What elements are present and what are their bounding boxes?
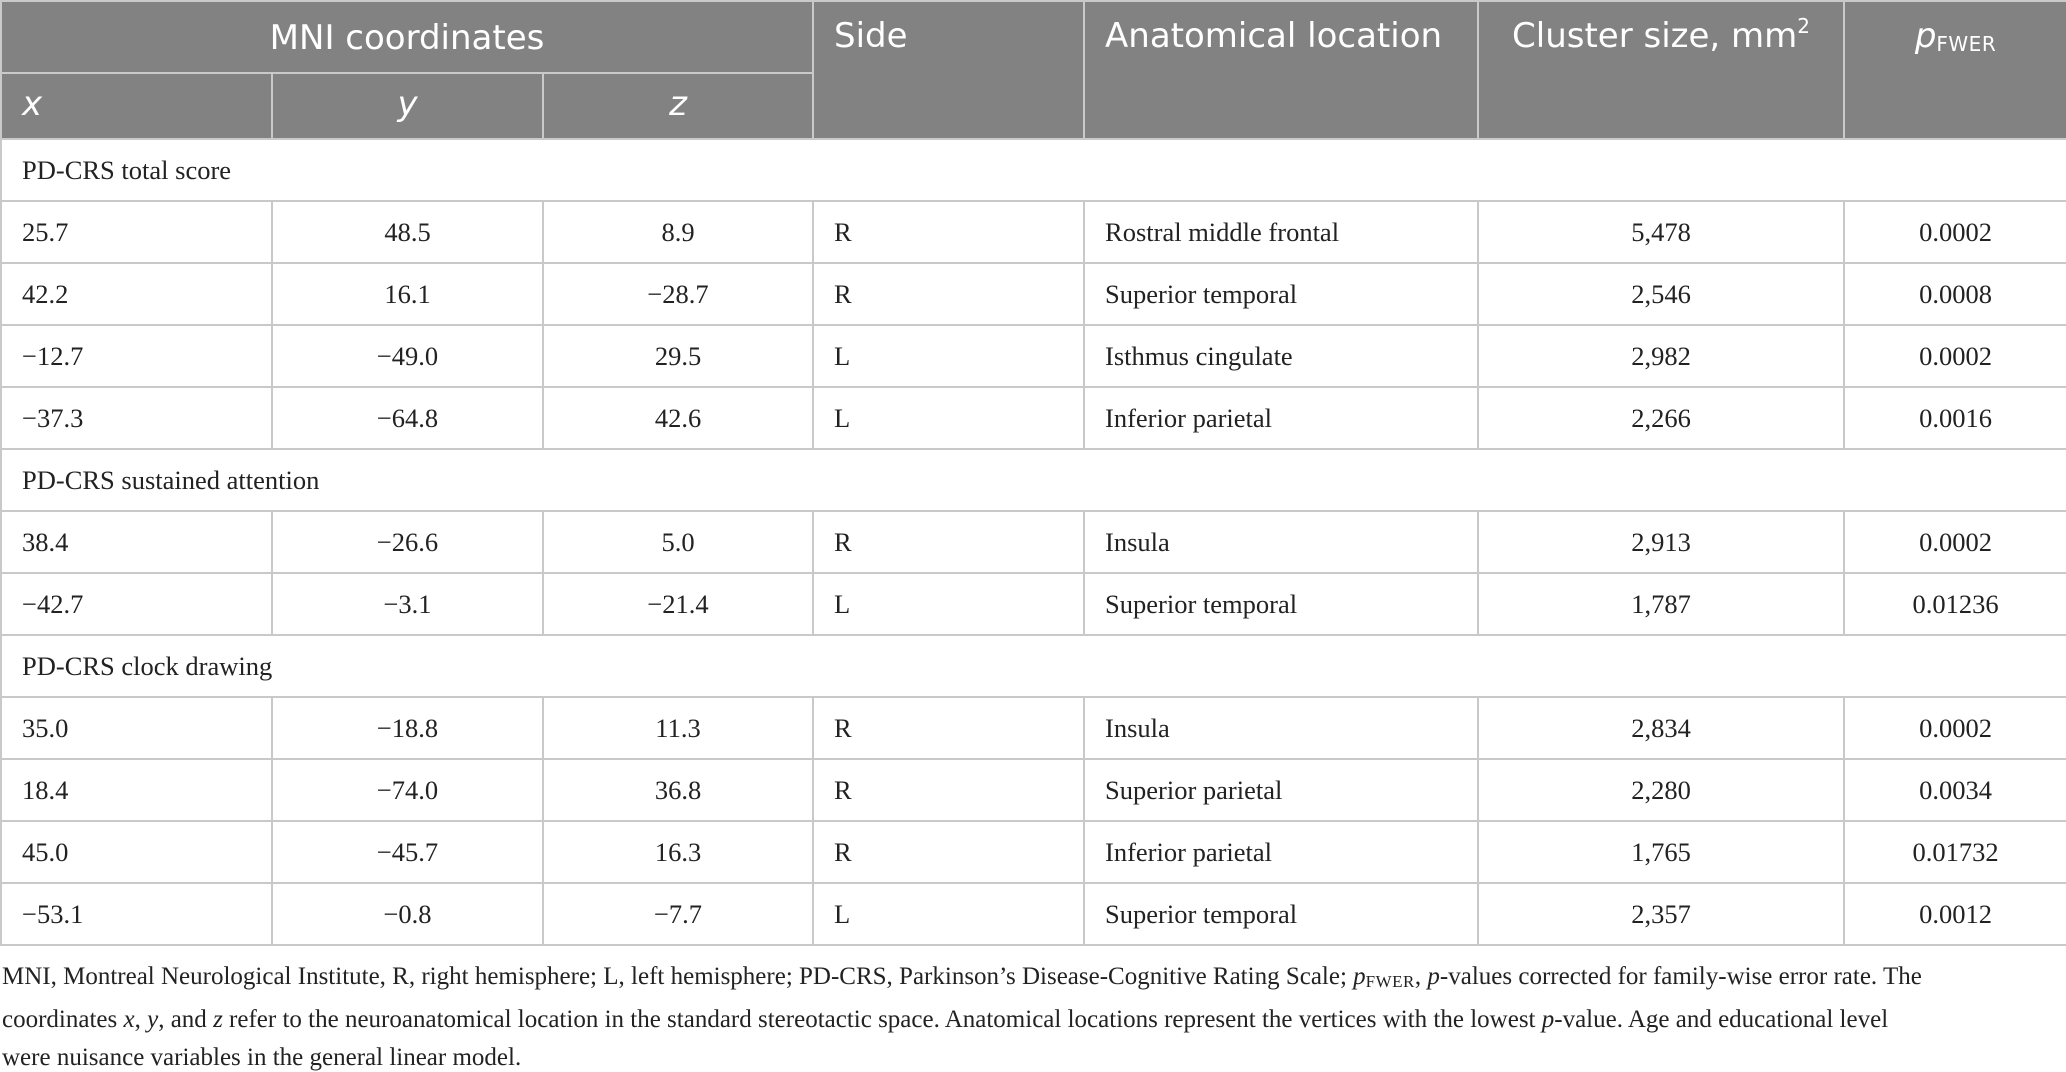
table-row <box>1 263 2066 325</box>
cell-side: R <box>813 759 1084 821</box>
cell-y: −74.0 <box>272 759 543 821</box>
footnote-x: x <box>123 1006 135 1033</box>
cell-side: R <box>813 201 1084 263</box>
cell-y: −49.0 <box>272 325 543 387</box>
cell-p-fwer: 0.0008 <box>1844 263 2066 325</box>
table-row <box>1 821 2066 883</box>
cell-cluster-size: 5,478 <box>1478 201 1844 263</box>
cell-z: 36.8 <box>543 759 813 821</box>
section-title: PD-CRS clock drawing <box>1 635 2066 697</box>
cell-x: −12.7 <box>1 325 272 387</box>
table-row <box>1 387 2066 449</box>
header-p-subscript: FWER <box>1936 32 1997 56</box>
footnote-text: -value. Age and educational level <box>1554 1006 1889 1033</box>
footnote-p-subscript: FWER <box>1365 972 1415 991</box>
table-row <box>1 759 2066 821</box>
table-footnote <box>0 958 2066 1072</box>
cell-x: 38.4 <box>1 511 272 573</box>
cell-y: −18.8 <box>272 697 543 759</box>
cell-x: −53.1 <box>1 883 272 945</box>
cell-cluster-size: 2,834 <box>1478 697 1844 759</box>
cell-x: −37.3 <box>1 387 272 449</box>
footnote-text: , <box>134 1006 148 1033</box>
table-row <box>1 325 2066 387</box>
cell-cluster-size: 2,982 <box>1478 325 1844 387</box>
cell-location: Superior temporal <box>1084 263 1478 325</box>
cell-side: L <box>813 325 1084 387</box>
cell-x: 42.2 <box>1 263 272 325</box>
cell-z: 5.0 <box>543 511 813 573</box>
cell-location: Isthmus cingulate <box>1084 325 1478 387</box>
cell-p-fwer: 0.0002 <box>1844 697 2066 759</box>
footnote-text: coordinates <box>2 1006 124 1033</box>
cell-side: L <box>813 573 1084 635</box>
cell-y: −45.7 <box>272 821 543 883</box>
cell-p-fwer: 0.0002 <box>1844 325 2066 387</box>
cell-p-fwer: 0.01236 <box>1844 573 2066 635</box>
footnote-line-2 <box>2 1001 2066 1039</box>
header-cluster-size <box>1478 1 1844 139</box>
cell-location: Inferior parietal <box>1084 821 1478 883</box>
table-row <box>1 201 2066 263</box>
footnote-text: MNI, Montreal Neurological Institute, R, right hemisphere; L, left hemisphere; PD-CRS, Parkinson’s Disease-Cognitive Rating Scale; <box>2 963 1354 990</box>
table-row <box>1 511 2066 573</box>
header-p-fwer <box>1844 1 2066 139</box>
footnote-p-symbol: p <box>1353 963 1366 990</box>
cell-cluster-size: 1,787 <box>1478 573 1844 635</box>
cell-y: −64.8 <box>272 387 543 449</box>
section-title: PD-CRS total score <box>1 139 2066 201</box>
cell-cluster-size: 1,765 <box>1478 821 1844 883</box>
cell-cluster-size: 2,280 <box>1478 759 1844 821</box>
cell-y: −3.1 <box>272 573 543 635</box>
footnote-p-symbol: p <box>1541 1006 1555 1033</box>
cell-x: 25.7 <box>1 201 272 263</box>
cell-side: L <box>813 387 1084 449</box>
cell-cluster-size: 2,266 <box>1478 387 1844 449</box>
footnote-text: refer to the neuroanatomical location in the standard stereotactic space. Anatomical locations represent the vertices with the lowest <box>222 1006 1542 1033</box>
header-x: x <box>1 73 272 139</box>
cell-x: 18.4 <box>1 759 272 821</box>
cell-side: L <box>813 883 1084 945</box>
cell-side: R <box>813 697 1084 759</box>
section-row <box>1 635 2066 697</box>
cell-z: 11.3 <box>543 697 813 759</box>
cell-p-fwer: 0.0016 <box>1844 387 2066 449</box>
footnote-z: z <box>213 1006 223 1033</box>
header-p-symbol: p <box>1914 16 1937 56</box>
footnote-line-3: were nuisance variables in the general linear model. <box>2 1044 522 1071</box>
section-row <box>1 449 2066 511</box>
cell-z: −28.7 <box>543 263 813 325</box>
cell-x: −42.7 <box>1 573 272 635</box>
cell-location: Superior temporal <box>1084 573 1478 635</box>
cell-z: 16.3 <box>543 821 813 883</box>
table-row <box>1 697 2066 759</box>
cell-p-fwer: 0.0002 <box>1844 511 2066 573</box>
cell-y: −0.8 <box>272 883 543 945</box>
cell-z: 29.5 <box>543 325 813 387</box>
cell-location: Rostral middle frontal <box>1084 201 1478 263</box>
cell-y: −26.6 <box>272 511 543 573</box>
cell-location: Insula <box>1084 511 1478 573</box>
cell-cluster-size: 2,546 <box>1478 263 1844 325</box>
footnote-text: -values corrected for family-wise error rate. The <box>1439 963 1922 990</box>
cell-location: Inferior parietal <box>1084 387 1478 449</box>
cell-side: R <box>813 511 1084 573</box>
header-anatomical-location: Anatomical location <box>1084 1 1478 139</box>
header-y: y <box>272 73 543 139</box>
cell-p-fwer: 0.0012 <box>1844 883 2066 945</box>
table-row <box>1 573 2066 635</box>
cell-location: Superior parietal <box>1084 759 1478 821</box>
header-cluster-size-superscript: 2 <box>1797 14 1811 38</box>
cell-side: R <box>813 263 1084 325</box>
cell-z: −7.7 <box>543 883 813 945</box>
cell-x: 45.0 <box>1 821 272 883</box>
cell-y: 16.1 <box>272 263 543 325</box>
cell-p-fwer: 0.0034 <box>1844 759 2066 821</box>
table-row <box>1 883 2066 945</box>
footnote-line-1 <box>2 958 2066 1001</box>
section-title: PD-CRS sustained attention <box>1 449 2066 511</box>
cell-cluster-size: 2,357 <box>1478 883 1844 945</box>
cell-x: 35.0 <box>1 697 272 759</box>
cell-z: −21.4 <box>543 573 813 635</box>
cell-z: 8.9 <box>543 201 813 263</box>
cell-p-fwer: 0.0002 <box>1844 201 2066 263</box>
cell-cluster-size: 2,913 <box>1478 511 1844 573</box>
cell-side: R <box>813 821 1084 883</box>
footnote-p-symbol: p <box>1427 963 1440 990</box>
cell-y: 48.5 <box>272 201 543 263</box>
header-side: Side <box>813 1 1084 139</box>
table-header <box>1 1 2066 139</box>
header-z: z <box>543 73 813 139</box>
table-body <box>1 139 2066 945</box>
cell-location: Superior temporal <box>1084 883 1478 945</box>
footnote-text: , <box>1414 963 1428 990</box>
header-mni-coordinates: MNI coordinates <box>1 1 813 73</box>
cell-z: 42.6 <box>543 387 813 449</box>
cell-p-fwer: 0.01732 <box>1844 821 2066 883</box>
footnote-text: , and <box>158 1006 214 1033</box>
header-cluster-size-label: Cluster size, mm <box>1512 16 1798 56</box>
section-row <box>1 139 2066 201</box>
footnote-y: y <box>147 1006 159 1033</box>
cell-location: Insula <box>1084 697 1478 759</box>
